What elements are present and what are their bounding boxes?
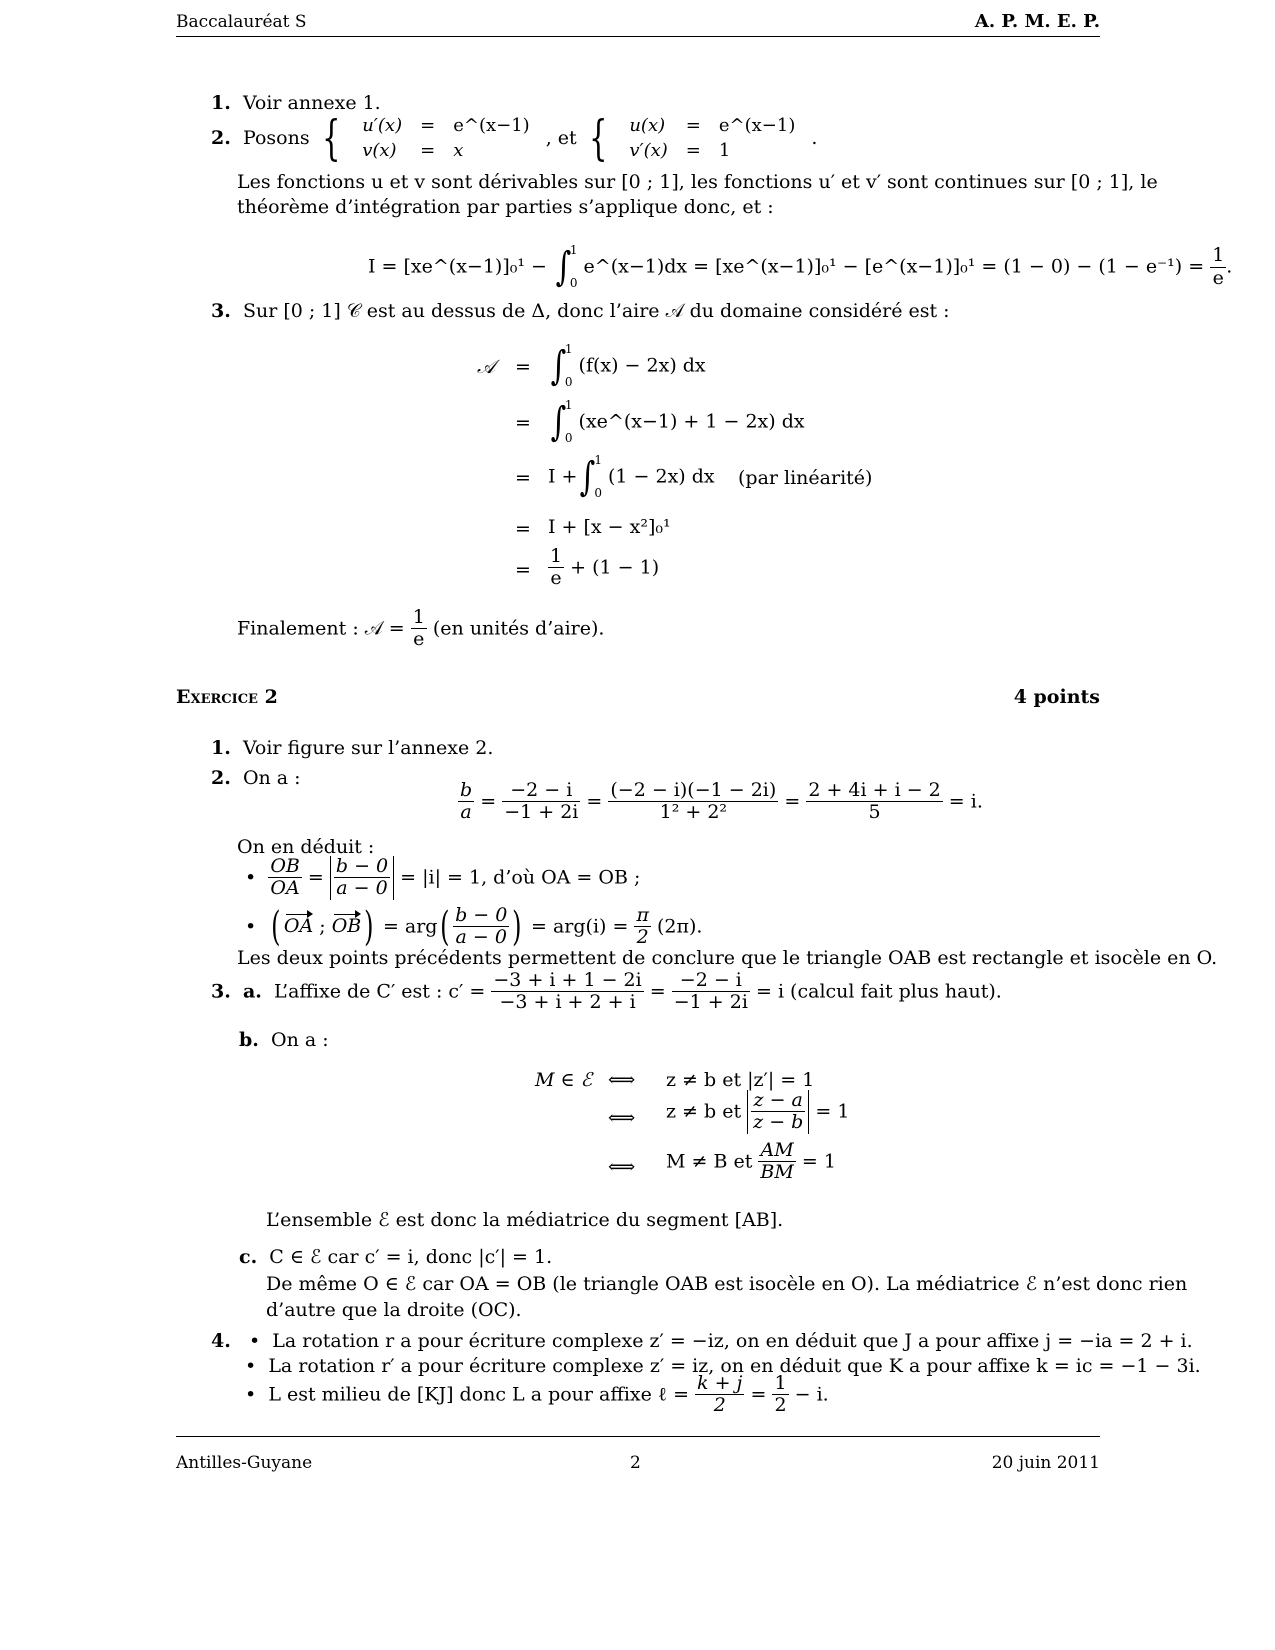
ex2-item4: 4. • La rotation r a pour écriture complexe z′ = −iz, on en déduit que J a pour affixe j = −ia = 2 + i. bbox=[211, 1330, 1193, 1352]
ex1-p1: Les fonctions u et v sont dérivables sur [0 ; 1], les fonctions u′ et v′ sont continues sur [0 ; 1], le bbox=[237, 171, 1158, 193]
triangle-conclusion: Les deux points précédents permettent de conclure que le triangle OAB est rectangle et isocèle en O. bbox=[237, 947, 1218, 969]
header-left: Baccalauréat S bbox=[176, 12, 307, 32]
header-rule bbox=[176, 36, 1100, 37]
equiv-row-2: z ≠ b et $\frac{z - a}{z - b}$ = 1 bbox=[666, 1089, 850, 1134]
area-final: Finalement : 𝒜 = $\frac{1}{e}$ (en unités d’aire). bbox=[237, 606, 605, 651]
ex2-item3a: 3. a. L’affixe de C′ est : c′ = $\frac{-3 + i + 1 - 2i}{-3 + i + 2 + i}$ = $\frac{-2 - i}{-1 + 2i}$ = i (calcul fait plus haut). bbox=[211, 969, 1002, 1014]
area-row-2: ∫ 1 0 (xe^(x−1) + 1 − 2x) dx bbox=[550, 398, 805, 445]
equiv-row-1: z ≠ b et |z′| = 1 bbox=[666, 1069, 815, 1091]
area-symbol: 𝒜 bbox=[477, 356, 495, 378]
equiv-left: M ∈ ℰ bbox=[535, 1069, 593, 1091]
area-row-4: I + [x − x²]₀¹ bbox=[548, 516, 671, 538]
ex1-item3: 3. Sur [0 ; 1] 𝒞 est au dessus de Δ, donc l’aire 𝒜 du domaine considéré est : bbox=[211, 300, 950, 322]
area-row-3: I +∫ 1 0 (1 − 2x) dx bbox=[548, 453, 715, 500]
mediatrice-conclusion: L’ensemble ℰ est donc la médiatrice du segment [AB]. bbox=[266, 1209, 784, 1231]
iff-2: ⟺ bbox=[608, 1107, 636, 1129]
footer-right: 20 juin 2011 bbox=[991, 1453, 1100, 1473]
ex1-item1: 1. Voir annexe 1. bbox=[211, 92, 381, 114]
iff-1: ⟺ bbox=[608, 1069, 636, 1091]
ex2-item3c: c. C ∈ ℰ car c′ = i, donc |c′| = 1. bbox=[239, 1246, 553, 1268]
bullet-modulus: • $\frac{OB}{OA}$ = $\frac{b - 0}{a - 0}$ = |i| = 1, d’où OA = OB ; bbox=[245, 855, 641, 900]
footer-rule bbox=[176, 1436, 1100, 1437]
deduction-lead: On en déduit : bbox=[237, 836, 375, 858]
system-1: u′(x) = e^(x−1) v(x) = x bbox=[362, 115, 530, 162]
area-row-5: $\frac{1}{e}$ + (1 − 1) bbox=[550, 545, 660, 590]
equiv-row-3: M ≠ B et $\frac{AM}{BM}$ = 1 bbox=[666, 1139, 836, 1184]
ex2-item3c-line2: De même O ∈ ℰ car OA = OB (le triangle OAB est isocèle en O). La médiatrice ℰ n’est donc rien bbox=[266, 1273, 1188, 1295]
ex2-item2: 2. On a : bbox=[211, 767, 301, 789]
ex2-title: Exercice 2 bbox=[176, 686, 278, 708]
rotation-r-prime: • La rotation r′ a pour écriture complexe z′ = iz, on en déduit que K a pour affixe k = ic = −1 − 3i. bbox=[245, 1355, 1201, 1377]
ex2-item3c-line3: d’autre que la droite (OC). bbox=[266, 1299, 522, 1321]
header-right: A. P. M. E. P. bbox=[974, 11, 1100, 32]
ex2-points: 4 points bbox=[1013, 686, 1100, 708]
iff-3: ⟺ bbox=[608, 1156, 636, 1178]
eq-sign-1: = bbox=[515, 356, 531, 378]
footer-left: Antilles-Guyane bbox=[176, 1453, 313, 1473]
ex1-item2: 2. Posons { u′(x) = e^(x−1) v(x) = x , et { u(x) = e^(x−1) v′(x) = 1 . bbox=[211, 110, 818, 167]
eq-sign-4: = bbox=[515, 518, 531, 540]
ex1-integral-I: I = [xe^(x−1)]₀¹ − ∫ 1 0 e^(x−1)dx = [xe^(x−1)]₀¹ − [e^(x−1)]₀¹ = (1 − 0) − (1 − e⁻¹) = $\frac{1}{e}$ . bbox=[368, 243, 1233, 290]
eq-sign-2: = bbox=[515, 412, 531, 434]
linearity-note: (par linéarité) bbox=[738, 467, 873, 489]
eq-sign-5: = bbox=[515, 559, 531, 581]
ex2-item1: 1. Voir figure sur l’annexe 2. bbox=[211, 737, 494, 759]
midpoint-L: • L est milieu de [KJ] donc L a pour affixe ℓ = $\frac{k + j}{2}$ = $\frac{1}{2}$ − i. bbox=[245, 1372, 829, 1417]
eq-sign-3: = bbox=[515, 467, 531, 489]
ex1-p2: théorème d’intégration par parties s’applique donc, et : bbox=[237, 196, 774, 218]
area-row-1: ∫ 1 0 (f(x) − 2x) dx bbox=[550, 342, 706, 389]
bullet-argument: • ( OA ; OB) = arg( $\frac{b - 0}{a - 0}$ ) = arg(i) = $\frac{\pi}{2}$ (2π). bbox=[245, 903, 703, 950]
page-number: 2 bbox=[630, 1453, 641, 1473]
ex2-item3b: b. On a : bbox=[239, 1029, 329, 1051]
b-over-a-equation: $\frac{b}{a}$ = $\frac{-2 - i}{-1 + 2i}$ = $\frac{(-2 - i)(-1 - 2i)}{\text{1² + 2²}}$ = $\frac{2 + 4i + i - 2}{5}$ = i. bbox=[460, 779, 983, 824]
system-2: u(x) = e^(x−1) v′(x) = 1 bbox=[629, 115, 796, 162]
